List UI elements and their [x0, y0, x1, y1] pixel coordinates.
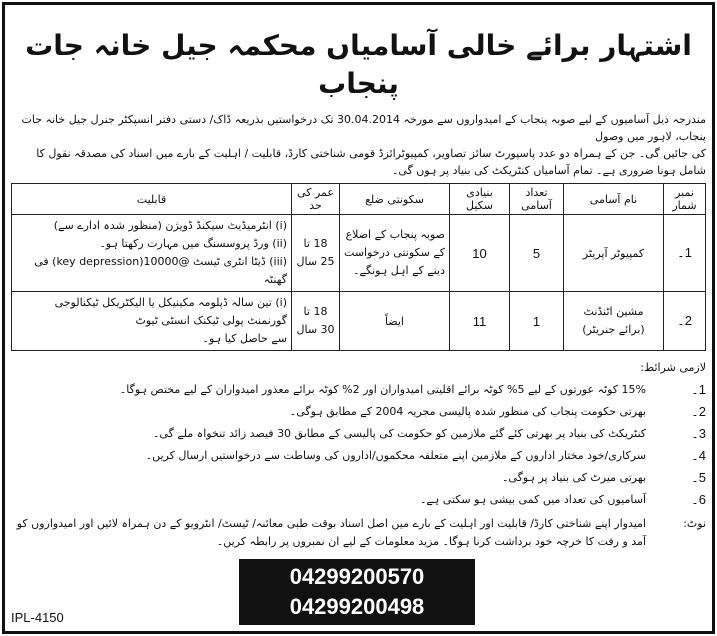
note-label: نوٹ: [683, 517, 706, 530]
age-limit [292, 292, 340, 351]
table-row [12, 215, 706, 292]
age-line: 18 تا [303, 237, 328, 250]
condition-number: 2۔ [691, 404, 706, 419]
phone-box [239, 559, 475, 625]
post-count: 1 [510, 292, 564, 351]
footer [11, 559, 706, 625]
note [11, 515, 706, 551]
header-serial: نمبر شمار [664, 184, 706, 215]
requirements-heading: لازمی شرائط: [640, 361, 706, 374]
post-name-sub: (برائے جنریٹر) [582, 323, 645, 336]
header-scale: بنیادی سکیل [450, 184, 510, 215]
ad-border [2, 2, 715, 634]
ad-code: IPL-4150 [11, 610, 64, 625]
qualification [12, 292, 292, 351]
domicile-line: کے سکونتی درخواست [344, 246, 445, 259]
condition-item [11, 381, 706, 399]
condition-number: 1۔ [691, 382, 706, 397]
post-name: کمپیوٹر آپریٹر [564, 215, 664, 292]
note-line-2: نمبروں پر رابطہ کریں۔ [216, 535, 325, 548]
domicile-line: دینے کے اہل ہونگے۔ [353, 264, 445, 277]
condition-text: بھرتی حکومت پنجاب کی منظور شدہ پالیسی مجریہ 2004 کے مطابق ہوگی۔ [289, 405, 646, 418]
ad-title: اشتہار برائے خالی آسامیاں محکمہ جیل خانہ جات پنجاب [25, 29, 692, 100]
qualification-line: سے حاصل کیا ہو۔ [202, 332, 287, 345]
qualification-line: (i) انٹرمیڈیٹ سیکنڈ ڈویژن (منظور شدہ ادارے سے) [53, 219, 287, 232]
header-qualification: قابلیت [12, 184, 292, 215]
condition-text: سرکاری/خود مختار اداروں کے ملازمین اپنے متعلقہ محکموں/اداروں کی وساطت سے درخواستیں ارسال کریں۔ [145, 449, 646, 462]
condition-number: 3۔ [691, 426, 706, 441]
condition-number: 4۔ [691, 448, 706, 463]
condition-number: 6۔ [691, 492, 706, 507]
condition-item [11, 491, 706, 509]
phone-number: 04299200570 [289, 564, 425, 589]
qualification-line: (iii) ڈیٹا انٹری ٹیسٹ @10000(key depression) فی گھنٹہ [34, 255, 287, 286]
condition-item [11, 447, 706, 465]
header-count: تعداد آسامی [510, 184, 564, 215]
basic-scale: 11 [450, 292, 510, 351]
post-name-line: مشین اٹنڈنٹ [583, 305, 644, 318]
note-text [11, 515, 646, 551]
condition-text: 15% کوٹہ عورتوں کے لیے 5% کوٹہ برائے اقلیتی امیدواران اور 2% کوٹہ برائے معذور امیدواران کے لیے مختص ہوگا۔ [119, 383, 646, 396]
header-age: عمر کی حد [292, 184, 340, 215]
domicile-line: صوبہ پنجاب کے اضلاع [345, 228, 445, 241]
age-line: 18 تا [303, 305, 328, 318]
age-line: 30 سال [296, 323, 335, 336]
serial: 2۔ [664, 292, 706, 351]
basic-scale: 10 [450, 215, 510, 292]
condition-text: بھرتی میرٹ کی بنیاد پر ہوگی۔ [501, 471, 646, 484]
qualification-line: (i) تین سالہ ڈپلومہ مکینیکل یا الیکٹریکل ٹیکنالوجی گورنمنٹ پولی ٹیکنک انسٹی ٹیوٹ [54, 296, 287, 327]
post-name [564, 292, 664, 351]
condition-number: 5۔ [691, 470, 706, 485]
serial: 1۔ [664, 215, 706, 292]
age-limit [292, 215, 340, 292]
condition-item [11, 469, 706, 487]
table-row [12, 292, 706, 351]
domicile: ایضاً [340, 292, 450, 351]
note-line-1: امیدوار اپنے شناختی کارڈ/ قابلیت اور اہلیت کے بارے میں اصل اسناد بوقت طبی معائنہ/ ٹیسٹ/ انٹرویو کے دن ہمراہ لائیں اور امیدواروں کو آمد و رفت کا خرچہ خود برداشت کرنا ہوگا۔ مزید معلومات کے لیے ان [16, 517, 646, 548]
age-line: 25 سال [296, 255, 335, 268]
condition-item [11, 425, 706, 443]
condition-text: آسامیوں کی تعداد میں کمی بیشی ہو سکتی ہے۔ [419, 493, 646, 506]
condition-item [11, 403, 706, 421]
domicile [340, 215, 450, 292]
intro-line-2: کی جائیں گی۔ جن کے ہمراہ دو عدد پاسپورٹ سائز تصاویر، کمپیوٹرائزڈ قومی شناختی کارڈ، قابلیت / اہلیت کے بارے میں اسناد کی مصدقہ نقول کا شامل ہونا ضروری ہے۔ تمام آسامیاں کنٹریکٹ کی بنیاد پر ہوں گی۔ [36, 147, 706, 177]
table-header-row [12, 184, 706, 215]
vacancies-table [11, 183, 706, 351]
qualification-line: (ii) ورڈ پروسسنگ میں مہارت رکھتا ہو۔ [99, 237, 287, 250]
phone-number: 04299200498 [289, 594, 425, 619]
qualification [12, 215, 292, 292]
header-post: نام آسامی [564, 184, 664, 215]
post-count: 5 [510, 215, 564, 292]
intro-line-1: مندرجہ ذیل آسامیوں کے لیے صوبہ پنجاب کے امیدواروں سے مورخہ 30.04.2014 تک درخواستیں بذریعہ ڈاک/ دستی دفتر انسپکٹر جنرل جیل خانہ جات پنجاب، لاہور میں وصول [21, 113, 706, 143]
condition-text: کنٹریکٹ کی بنیاد پر بھرتی کئے گئے ملازمین کو حکومت کی پالیسی کے مطابق 30 فیصد زائد تنخواہ ملے گی۔ [152, 427, 646, 440]
header-domicile: سکونتی ضلع [340, 184, 450, 215]
